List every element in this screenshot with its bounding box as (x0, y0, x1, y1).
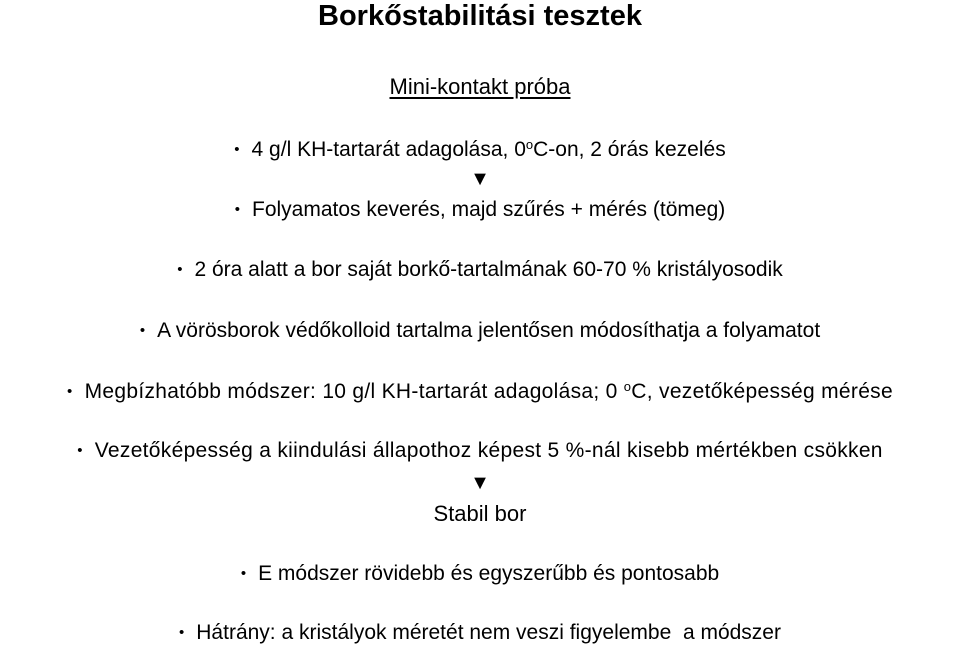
item-8-text: Hátrány: a kristályok méretét nem veszi figyelembe a módszer (196, 621, 781, 644)
item-5-text-b: C, vezetőképesség mérése (631, 380, 893, 403)
list-item-8 (0, 622, 960, 643)
page-title: Borkőstabilitási tesztek (318, 0, 642, 32)
item-2-text: Folyamatos keverés, majd szűrés + mérés (tömeg) (252, 198, 726, 221)
bullet-icon: • (177, 261, 183, 278)
degree-sup: o (623, 379, 632, 394)
list-item-5 (0, 380, 960, 402)
list-item-3 (0, 259, 960, 280)
item-5-text-a: Megbízhatóbb módszer: 10 g/l KH-tartarát adagolása; 0 (84, 380, 624, 403)
down-arrow-icon: ▼ (470, 168, 490, 190)
item-1-text-a: 4 g/l KH-tartarát adagolása, 0 (251, 138, 526, 161)
degree-sup: o (525, 137, 534, 152)
down-arrow-icon: ▼ (470, 472, 490, 494)
bullet-icon: • (179, 624, 185, 641)
section-subtitle: Mini-kontakt próba (389, 74, 571, 99)
item-7-text: E módszer rövidebb és egyszerűbb és pontosabb (258, 562, 720, 585)
bullet-icon: • (240, 565, 247, 582)
item-1-text-b: C-on, 2 órás kezelés (533, 138, 726, 161)
bullet-icon: • (234, 141, 240, 158)
bullet-icon: • (234, 201, 240, 218)
bullet-icon: • (77, 442, 83, 459)
list-item-2 (0, 199, 960, 220)
bullet-icon: • (139, 322, 146, 339)
item-6-text: Vezetőképesség a kiindulási állapothoz képest 5 %-nál kisebb mértékben csökken (94, 439, 883, 462)
item-4-text: A vörösborok védőkolloid tartalma jelentősen módosíthatja a folyamatot (157, 319, 821, 342)
bullet-icon: • (67, 383, 73, 400)
list-item-1 (0, 138, 960, 160)
list-item-4 (0, 320, 960, 341)
item-3-text: 2 óra alatt a bor saját borkő-tartalmának 60-70 % kristályosodik (194, 258, 783, 281)
list-item-7 (0, 563, 960, 584)
list-item-6 (0, 440, 960, 461)
result-label: Stabil bor (433, 501, 527, 526)
